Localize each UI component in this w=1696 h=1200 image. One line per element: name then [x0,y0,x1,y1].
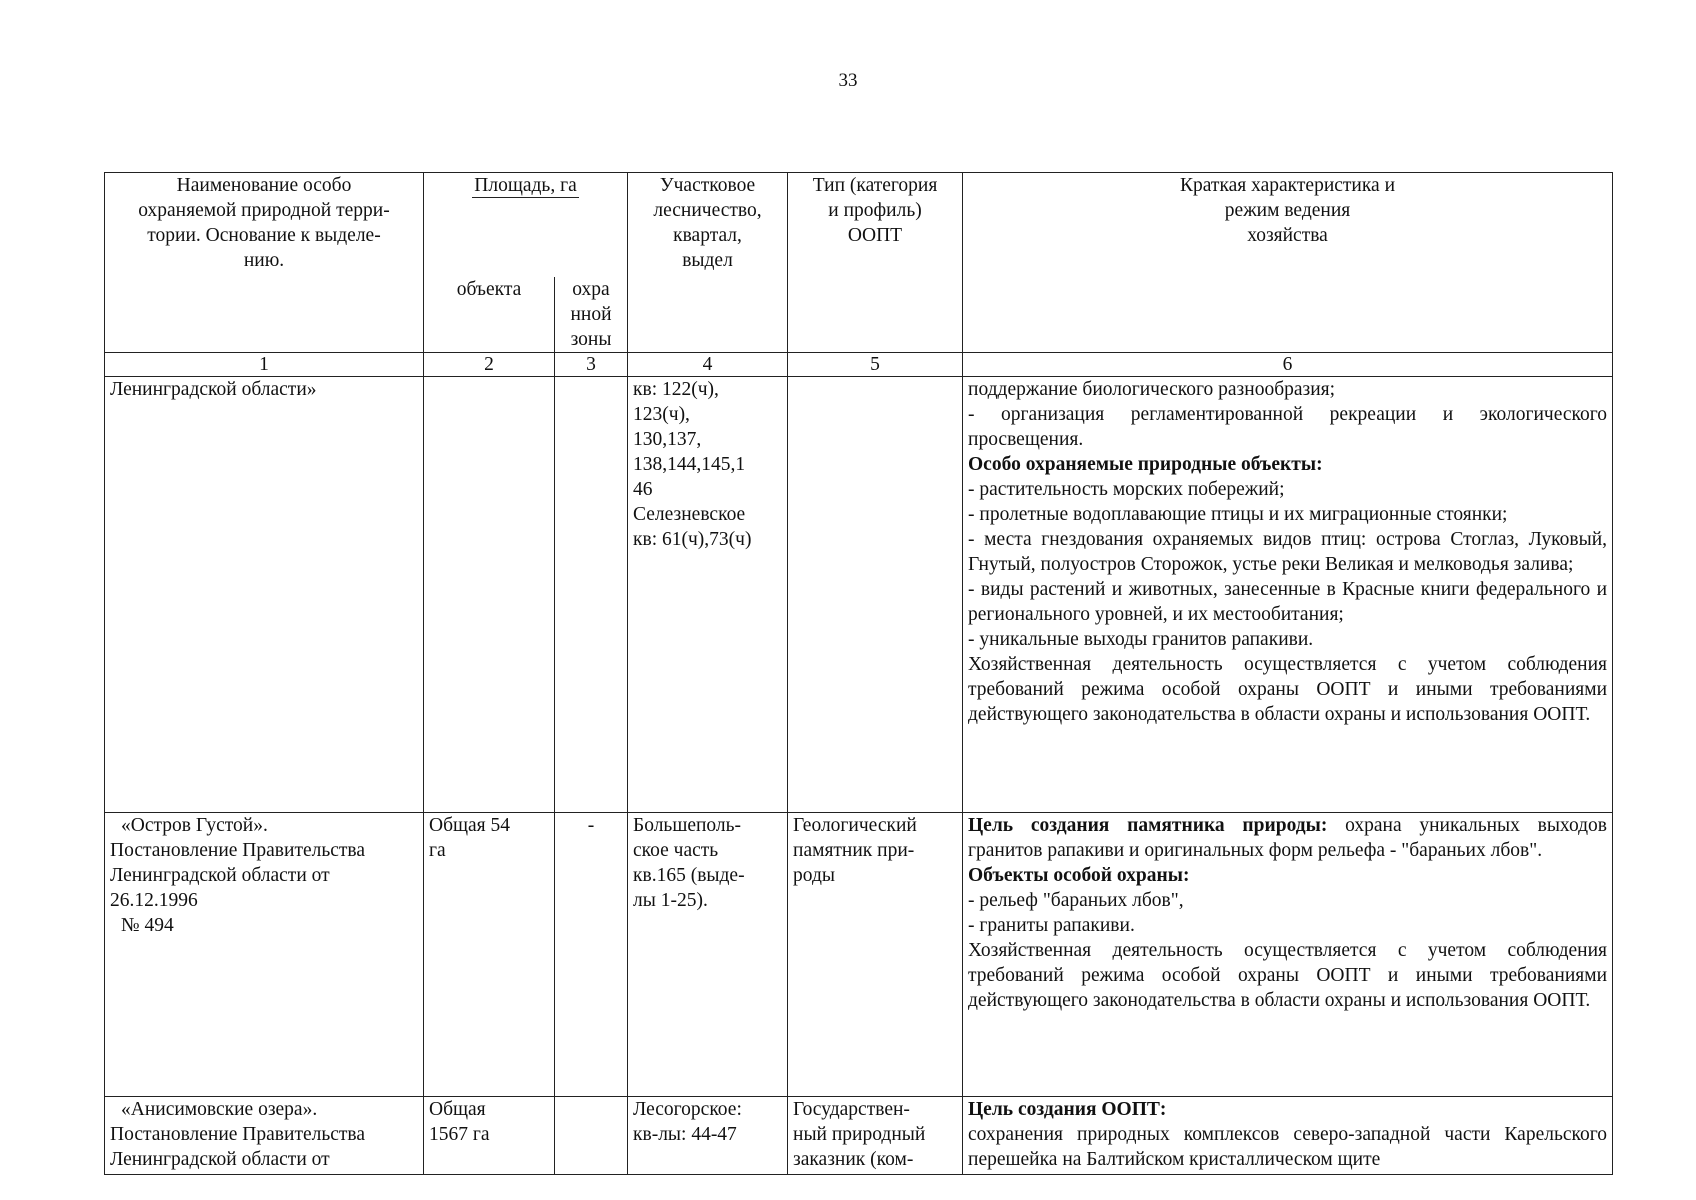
header-description [963,173,1613,353]
cell-text: сохранения природных комплексов северо-западной части Карельского перешейка на Балтийском кристаллическом щите [968,1123,1608,1170]
cell-text: Постановление Правительства [110,1123,366,1145]
row-type-cell [788,1096,963,1174]
cell-text: Государствен- [793,1098,910,1120]
header-text: охра [572,278,610,300]
cell-text: ный природный [793,1123,926,1145]
header-text: выдел [682,250,733,271]
cell-text: «Остров Густой». [121,814,268,836]
cell-text: Ленинградской области от [110,1148,330,1170]
header-text: Наименование особо [176,175,352,196]
row-area-object-cell [424,1096,555,1174]
row-description-cell [963,1096,1613,1174]
cell-text: - [587,814,595,836]
cell-text: - граниты рапакиви. [968,914,1135,936]
cell-text: кв: 122(ч), [633,378,719,400]
cell-text: Хозяйственная деятельность осуществляется с учетом соблюдения требований режима особой охраны ООПТ и иными требованиями действующего законодательства в области охраны и использования ООПТ. [968,939,1608,1011]
cell-text: памятник при- [793,839,915,861]
header-row [105,173,1613,277]
table-row [105,1096,1613,1174]
cell-text: - рельеф "бараньих лбов", [968,889,1184,911]
cell-text: заказник (ком- [793,1148,914,1170]
header-text: Тип (категория [812,175,938,196]
cell-heading: Цель создания памятника природы: [968,814,1328,836]
cell-text: ское часть [633,839,719,861]
cell-text: - пролетные водоплавающие птицы и их миграционные стоянки; [968,503,1508,525]
cell-heading: Особо охраняемые природные объекты: [968,453,1323,475]
column-number: 3 [555,352,628,376]
header-text: нной [570,303,612,325]
cell-text: Селезневское [633,503,746,525]
cell-text: га [429,839,446,861]
row-area-zone-cell [555,376,628,812]
cell-text: лы 1-25). [633,889,708,911]
header-text: зоны [570,328,612,350]
table-row [105,812,1613,1096]
column-number: 4 [628,352,788,376]
row-name-cell [105,812,424,1096]
header-text: охраняемой природной терри- [138,200,390,221]
cell-text: 138,144,145,1 [633,453,746,475]
header-text: лесничество, [653,200,762,221]
cell-text: поддержание биологического разнообразия; [968,378,1336,400]
header-text: Краткая характеристика и [1180,175,1396,196]
header-forestry [628,173,788,353]
header-text: хозяйства [1247,225,1328,246]
cell-text: - растительность морских побережий; [968,478,1285,500]
cell-heading: Объекты особой охраны: [968,864,1190,886]
cell-text: кв: 61(ч),73(ч) [633,528,752,550]
row-description-cell [963,376,1613,812]
header-text: и профиль) [828,200,922,221]
cell-text: - виды растений и животных, занесенные в Красные книги федерального и регионального уровней, и их местообитания; [968,578,1608,625]
header-text: нию. [243,250,285,271]
row-area-object-cell [424,812,555,1096]
row-forestry-cell [628,376,788,812]
header-area [424,173,628,277]
column-number: 5 [788,352,963,376]
cell-text: 123(ч), [633,403,690,425]
cell-text: - места гнездования охраняемых видов птиц: острова Стоглаз, Луковый, Гнутый, полуостров Сторожок, устье реки Великая и мелководья залива; [968,528,1608,575]
cell-text: Геологический [793,814,917,836]
cell-text: Ленинградской области от [110,864,330,886]
column-number: 6 [963,352,1613,376]
cell-text: кв-лы: 44-47 [633,1123,737,1145]
row-area-zone-cell [555,812,628,1096]
cell-text: роды [793,864,835,886]
row-area-object-cell [424,376,555,812]
cell-text: Общая [429,1098,486,1120]
column-number: 2 [424,352,555,376]
header-name [105,173,424,353]
cell-text: кв.165 (выде- [633,864,745,886]
row-area-zone-cell [555,1096,628,1174]
column-number: 1 [105,352,424,376]
cell-text: Большеполь- [633,814,742,836]
header-text: Участковое [659,175,756,196]
row-forestry-cell [628,1096,788,1174]
header-text: тории. Основание к выделе- [147,225,381,246]
header-text: объекта [456,278,522,300]
header-area-zone [555,277,628,353]
cell-text: 1567 га [429,1123,490,1145]
row-type-cell [788,812,963,1096]
cell-text: 130,137, [633,428,702,450]
cell-text: 26.12.1996 [110,889,198,911]
row-name-cell [105,1096,424,1174]
cell-text: Ленинградской области» [110,378,317,400]
column-number-row [105,352,1613,376]
header-type [788,173,963,353]
cell-text: 46 [633,478,653,500]
cell-text: - уникальные выходы гранитов рапакиви. [968,628,1314,650]
cell-text: «Анисимовские озера». [121,1098,318,1120]
cell-text: - организация регламентированной рекреации и экологического просвещения. [968,403,1608,450]
cell-text: Лесогорское: [633,1098,742,1120]
page-number: 33 [838,70,858,91]
header-text: режим ведения [1224,200,1351,221]
cell-paragraph [968,813,1607,863]
cell-text: № 494 [121,914,174,936]
cell-heading: Цель создания ООПТ: [968,1098,1167,1120]
header-area-object [424,277,555,353]
header-text: квартал, [673,225,742,246]
row-forestry-cell [628,812,788,1096]
row-name-cell [105,376,424,812]
row-type-cell [788,376,963,812]
area-group-label: Площадь, га [474,175,577,196]
cell-text: охрана уникальных выходов гранитов рапакиви и оригинальных форм рельефа - "бараньих лбов". [968,814,1608,861]
row-description-cell [963,812,1613,1096]
cell-text: Хозяйственная деятельность осуществляется с учетом соблюдения требований режима особой охраны ООПТ и иными требованиями действующего законодательства в области охраны и использования ООПТ. [968,653,1608,725]
header-text: ООПТ [847,225,903,246]
cell-text: Постановление Правительства [110,839,366,861]
cell-text: Общая 54 [429,814,511,836]
table-row [105,376,1613,812]
oopt-table [104,172,1613,1175]
